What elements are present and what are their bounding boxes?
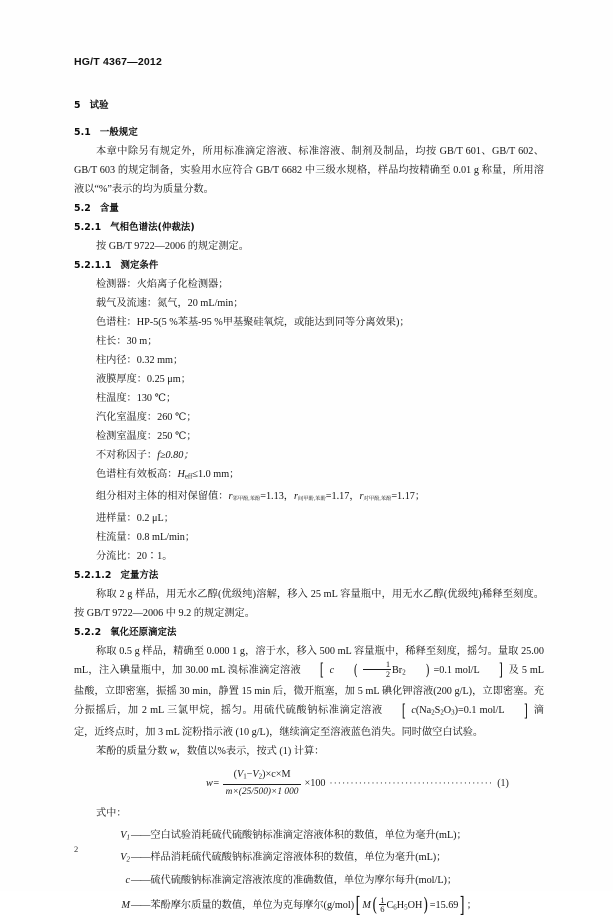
definition-dash: —— [131,852,150,864]
clause-heading-5-2-1-2 [74,566,544,585]
left-bracket: [ [401,700,406,721]
clause-number-5: 5 [74,100,81,111]
right-bracket: ] [498,660,503,681]
condition-item: 柱内径：0.32 mm； [96,355,184,366]
rrt-symbol: r [359,490,364,502]
left-paren: ( [371,894,378,917]
definition-text: 硫代硫酸钠标准滴定溶液浓度的准确数值，单位为摩尔每升(mol/L)； [150,874,458,886]
half-fraction [363,661,391,679]
formula-1 [74,768,544,802]
definition-text: 空白试验消耗硫代硫酸钠标准滴定溶液体积的数值，单位为毫升(mL)； [150,829,467,841]
bromine-subscript: 2 [402,669,406,677]
clause-heading-5-1 [74,123,544,142]
mass-fraction-symbol: w [169,745,177,757]
right-bracket: ] [460,893,465,918]
definition-row [74,848,544,871]
fraction-numerator: 1 [386,660,390,670]
condition-item: 柱温度：130 ℃； [96,393,177,404]
clause-number-5-2-1-1: 5.2.1.1 [74,260,112,271]
relative-retention-label: 组分相对主体的相对保留值： [96,490,229,502]
fraction-denominator: 6 [380,904,385,915]
definition-symbol [74,848,130,871]
sulfur-formula: S [434,705,441,717]
definition-symbol [74,826,130,849]
procedure-text-part1: 称取 0.5 g 样品，精确至 0.000 1 g，溶于水，移入 500 mL 容量瓶中，稀释至刻度，摇匀。量取 25.00 mL，注入碘量瓶中，加 30.00 mL 溴标准滴定溶液 [74,645,544,676]
thiosulfate-conc-value: =0.1 mol/L [458,705,505,717]
rrt-value: =1.13， [260,490,294,502]
left-bracket: [ [319,660,324,681]
formula-leader-dots: ······································· [329,778,494,789]
rrt-value: =1.17， [325,490,360,502]
concentration-symbol: c [411,705,416,717]
molar-mass-symbol: M [362,899,371,911]
clause-number-5-2: 5.2 [74,203,91,214]
formula-numerator [231,768,294,785]
left-paren: ( [353,661,358,680]
numerator-v2-sub: 2 [258,773,263,781]
definition-row [74,826,544,849]
condition-item: 检测器：火焰离子化检测器； [96,279,229,290]
clause-title-5-2-1-2: 定量方法 [120,569,159,581]
condition-item-relative-retention [74,487,544,509]
condition-item: 进样量：0.2 μL； [96,512,174,524]
clause-heading-5-2-1-1 [74,256,544,275]
carbon-subscript: 6 [393,904,397,912]
numerator-v1: V [236,768,244,780]
definition-text-pre: 苯酚摩尔质量的数值，单位为克每摩尔(g/mol) [150,899,355,911]
formula-lhs: w= [206,777,220,789]
condition-item: 液膜厚度：0.25 μm； [96,374,191,385]
definition-dash: —— [131,874,150,886]
numerator-tail: )×c×M [262,768,291,780]
symbol-definitions [74,826,544,923]
paragraph-5-2-1-2: 称取 2 g 样品，用无水乙醇(优级纯)溶解，移入 25 mL 容量瓶中，用无水乙醇(优级纯)稀释至刻度。按 GB/T 9722—2006 中 9.2 的规定测定。 [74,588,544,619]
definition-row [74,871,544,891]
definition-symbol [74,891,130,923]
paragraph-5-2-2-procedure [74,642,544,742]
plate-height-symbol: H [177,469,185,480]
page-number: 2 [74,844,79,854]
definition-dash: —— [131,899,150,911]
bromine-formula: Br [392,664,403,676]
condition-item: 检测室温度：250 ℃； [96,431,197,442]
hydrogen-subscript: 5 [404,904,408,912]
formula-denominator: m×(25/500)×1 000 [223,784,302,799]
symbol-subscript: 2 [126,856,130,864]
symbol-letter: V [120,829,127,841]
paragraph-5-2-1: 按 GB/T 9722—2006 的规定测定。 [96,241,249,252]
fraction-numerator: 1 [380,895,385,906]
fraction-denominator: 2 [363,669,391,679]
clause-number-5-2-1-2: 5.2.1.2 [74,569,112,581]
rrt-value: =1.17； [391,490,426,502]
symbol-letter: M [121,899,130,911]
condition-item: 汽化室温度：260 ℃； [96,412,197,423]
concentration-symbol: c [329,664,335,676]
hydrogen-formula: H [396,899,405,911]
asymmetry-value: f≥0.80； [157,450,194,461]
definition-row [74,891,544,923]
sulfur-subscript: 2 [440,709,444,717]
clause-title-5-2-2: 氧化还原滴定法 [110,626,177,638]
condition-item: 载气及流速：氮气，20 mL/min； [96,298,244,309]
paragraph-mass-fraction-intro [74,742,544,761]
rrt-symbol: r [293,490,298,502]
standard-code-header: HG/T 4367—2012 [74,56,163,68]
right-paren: ) [425,661,430,680]
definition-text: 样品消耗硫代硫酸钠标准滴定溶液体积的数值，单位为毫升(mL)； [150,852,447,864]
where-label: 式中： [96,807,127,819]
clause-title-5-1: 一般规定 [99,127,138,138]
paragraph-5-1: 本章中除另有规定外，所用标准滴定溶液、标准溶液、制剂及制品，均按 GB/T 601、GB/T 602、GB/T 603 的规定制备，实验用水应符合 GB/T 6682 中三级水规格，样品均按精确至 0.01 g 称量，所用溶液以“%”表示的均为质量分数。 [74,146,544,195]
numerator-v2: V [252,768,259,780]
carbon-formula: C [386,899,394,911]
mass-fraction-post: ，数值以%表示，按式 (1) 计算： [176,745,325,757]
clause-number-5-1: 5.1 [74,127,91,138]
sodium-formula: Na [419,705,432,717]
plate-height-label: 色谱柱有效板高： [96,469,178,480]
condition-item: 色谱柱：HP-5(5 %苯基-95 %甲基聚硅氧烷，或能达到同等分离效果)； [96,317,410,328]
condition-item-plate-height [74,465,544,487]
oxygen-formula: O [443,705,452,717]
bromine-conc-value: =0.1 mol/L [433,664,480,676]
formula-multiplier: ×100 [304,777,326,789]
clause-number-5-2-2: 5.2.2 [74,626,102,638]
symbol-subscript: 1 [126,834,130,842]
condition-item: 柱长：30 m； [96,336,158,347]
clause-title-5-2: 含量 [99,203,119,214]
asymmetry-label: 不对称因子： [96,450,158,461]
plate-height-value: ≤1.0 mm； [192,469,240,480]
symbol-letter: V [120,852,127,864]
numerator-v1-sub: 1 [243,773,247,781]
molar-mass-value: =15.69 [429,899,459,911]
right-paren: ) [423,894,429,917]
clause-heading-5-2 [74,199,544,218]
hydroxyl-formula: OH [407,899,423,911]
clause-title-5-2-1-1: 测定条件 [120,260,159,271]
formula-fraction [223,768,302,800]
definition-text-tail: ； [466,899,477,911]
numerator-minus: − [246,768,253,780]
sodium-subscript: 2 [431,709,435,717]
definition-symbol [74,871,130,891]
clause-number-5-2-1: 5.2.1 [74,222,102,233]
condition-item: 分流比：20∶1。 [96,550,173,562]
molar-mass-expression [354,893,466,918]
plate-height-subscript: eff [184,473,193,481]
right-bracket: ] [523,700,528,721]
procedure-text-part3: 滴定，近终点时，加 3 mL 淀粉指示液 (10 g/L)，继续滴定至溶液蓝色消失。同时做空白试验。 [74,705,544,738]
rrt-subscript: 间甲酚,苯酚 [297,495,326,502]
condition-item-asymmetry-factor [74,446,544,465]
rrt-symbol: r [228,490,233,502]
procedure-text-part2: 及 5 mL 盐酸，立即密塞，振摇 30 min，静置 15 min 后，微开瓶塞，加 5 mL 碘化钾溶液(200 g/L)，立即密塞。充分振摇后，加 2 mL 三氯甲烷，摇匀。用硫代硫酸钠标准滴定溶液 [74,664,544,717]
rrt-subscript: 对甲酚,苯酚 [363,495,392,502]
thiosulfate-concentration-expression: [ $c(Na_2S_2O_3)=0.1$ mol/L ] [383,705,533,716]
mass-fraction-pre: 苯酚的质量分数 [96,745,170,757]
oxygen-subscript: 3 [451,709,455,717]
formula-number: (1) [497,777,509,789]
condition-item: 柱流量：0.8 mL/min； [96,531,196,543]
clause-heading-5 [74,96,544,115]
numerator-open-paren: ( [233,768,237,780]
bromine-concentration-expression [301,660,508,681]
clause-title-5-2-1: 气相色谱法(仲裁法) [110,222,195,233]
rrt-subscript: 邻甲酚,苯酚 [232,495,261,502]
clause-heading-5-2-2 [74,623,544,642]
left-bracket: [ [355,893,361,918]
sixth-fraction [379,896,385,914]
symbol-letter: c [125,874,130,886]
definition-dash: —— [131,829,150,841]
clause-heading-5-2-1 [74,218,544,237]
definition-text [150,891,544,923]
clause-title-5: 试验 [89,100,109,111]
document-body [74,96,544,923]
